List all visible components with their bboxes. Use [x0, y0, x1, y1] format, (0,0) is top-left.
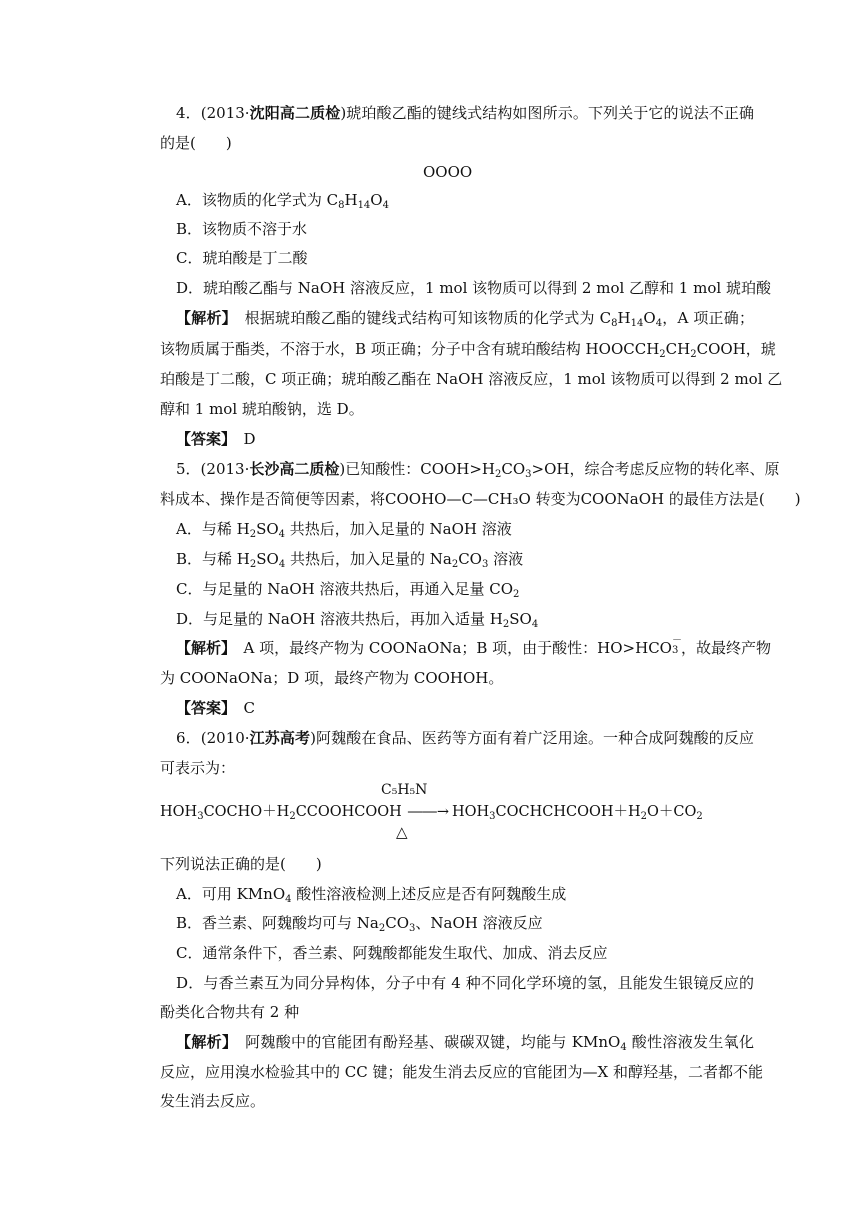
- q6-reaction-equation: $HOH_3COCHO+H_2CCOOHCOOH$ ――→ $HOH_3COCHCHCOOH+H_2O+CO_2$: [160, 804, 703, 822]
- q5-option-b: B．与稀 $H_2SO_4$ 共热后，加入足量的 $Na_2CO_3$ 溶液: [176, 550, 524, 570]
- q4-line-2: 的是( ): [160, 134, 232, 152]
- q4-structure-figure: OOOO: [423, 163, 473, 181]
- answer-tag: 【答案】: [176, 430, 229, 448]
- q4-analysis-line-4: 醇和 1 mol 琥珀酸钠，选 D。: [160, 400, 364, 418]
- q5-option-a: A．与稀 $H_2SO_4$ 共热后，加入足量的 NaOH 溶液: [176, 520, 512, 540]
- q6-catalyst: C₅H₅N: [381, 782, 428, 798]
- q6-ask: 下列说法正确的是( ): [160, 855, 322, 873]
- q6-option-c: C．通常条件下，香兰素、阿魏酸都能发生取代、加成、消去反应: [176, 944, 608, 962]
- analysis-tag: 【解析】: [176, 639, 229, 657]
- reaction-arrow: ――→: [407, 804, 449, 820]
- q6-line-2: 可表示为：: [160, 759, 236, 777]
- q4-option-a: A．该物质的化学式为 $C_8H_{14}O_4$: [176, 191, 389, 211]
- q4-source: 沈阳高二质检: [249, 104, 341, 122]
- q6-option-d-line-2: 酚类化合物共有 2 种: [160, 1003, 300, 1021]
- q5-source: 长沙高二质检: [249, 460, 340, 478]
- q5-option-d: D．与足量的 NaOH 溶液共热后，再加入适量 $H_2SO_4$: [176, 610, 539, 630]
- q5-answer: 【答案】 C: [176, 699, 255, 717]
- analysis-tag: 【解析】: [176, 309, 230, 327]
- q6-option-d-line-1: D．与香兰素互为同分异构体，分子中有 4 种不同化学环境的氢，且能发生银镜反应的: [176, 974, 754, 992]
- q4-option-b: B．该物质不溶于水: [176, 220, 308, 238]
- q5-analysis-line-2: 为 COONaONa；D 项，最终产物为 COOHOH。: [160, 669, 504, 687]
- q4-option-d: D．琥珀酸乙酯与 NaOH 溶液反应，1 mol 该物质可以得到 2 mol 乙醇和 1 mol 琥珀酸: [176, 279, 771, 297]
- q5-line-1: 5．(2013·长沙高二质检)已知酸性：$COOH>H_2CO_3>OH$，综合考虑反应物的转化率、原: [176, 460, 780, 480]
- q6-analysis-line-2: 反应，应用溴水检验其中的 CC 键；能发生消去反应的官能团为—X 和醇羟基，二者都不能: [160, 1063, 763, 1081]
- q5-analysis-line-1: 【解析】 A 项，最终产物为 COONaONa；B 项，由于酸性：HO>HCO － 3 ，故最终产物: [176, 635, 771, 657]
- q5-line-2: 料成本、操作是否简便等因素，将COOHO—C—CH₃O 转变为COONaOH 的最佳方法是( ): [160, 490, 801, 508]
- q5-option-c: C．与足量的 NaOH 溶液共热后，再通入足量 $CO_2$: [176, 580, 520, 600]
- q6-analysis-line-3: 发生消去反应。: [160, 1092, 266, 1110]
- heat-symbol: △: [396, 823, 408, 841]
- q6-line-1: 6．(2010·江苏高考)阿魏酸在食品、医药等方面有着广泛用途。一种合成阿魏酸的反应: [176, 729, 754, 747]
- q4-analysis-line-1: 【解析】 根据琥珀酸乙酯的键线式结构可知该物质的化学式为 $C_8H_{14}O_4$，A 项正确；: [176, 309, 754, 329]
- q4-option-c: C．琥珀酸是丁二酸: [176, 249, 308, 267]
- analysis-tag: 【解析】: [176, 1033, 230, 1051]
- q6-option-b: B．香兰素、阿魏酸均可与 $Na_2CO_3$、NaOH 溶液反应: [176, 914, 543, 934]
- q6-analysis-line-1: 【解析】 阿魏酸中的官能团有酚羟基、碳碳双键，均能与 KMnO$_4$ 酸性溶液发生氧化: [176, 1033, 754, 1053]
- q4-line-1: 4．(2013·沈阳高二质检)琥珀酸乙酯的键线式结构如图所示。下列关于它的说法不正确: [176, 104, 755, 122]
- answer-tag: 【答案】: [176, 699, 229, 717]
- q4-answer: 【答案】 D: [176, 430, 256, 448]
- q4-analysis-line-3: 珀酸是丁二酸，C 项正确；琥珀酸乙酯在 NaOH 溶液反应，1 mol 该物质可以得到 2 mol 乙: [160, 370, 783, 388]
- q6-source: 江苏高考: [249, 729, 311, 747]
- q6-option-a: A．可用 KMnO$_4$ 酸性溶液检测上述反应是否有阿魏酸生成: [176, 885, 567, 905]
- q4-analysis-line-2: 该物质属于酯类，不溶于水，B 项正确；分子中含有琥珀酸结构 $HOOCCH_2CH_2COOH$，琥: [160, 340, 776, 360]
